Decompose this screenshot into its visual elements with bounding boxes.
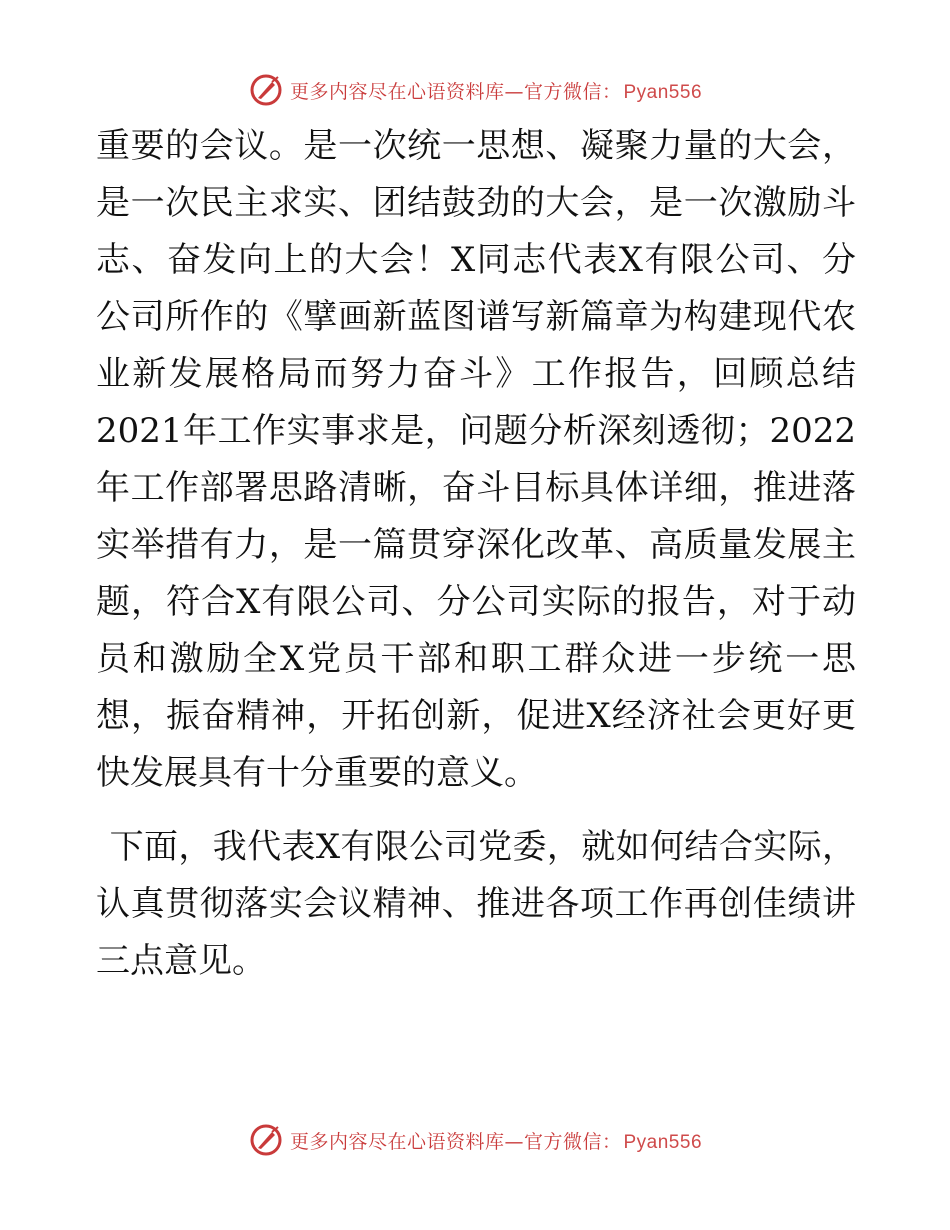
- header-banner: [0, 70, 950, 110]
- footer-banner-text: [290, 1127, 702, 1154]
- document-body: [96, 118, 856, 990]
- footer-banner: [0, 1120, 950, 1160]
- header-banner-text: [290, 77, 702, 104]
- quill-seal-logo-icon: [248, 72, 284, 108]
- body-paragraph-2: 下面，我代表X有限公司党委，就如何结合实际，认真贯彻落实会议精神、推进各项工作再创佳绩讲三点意见。: [96, 827, 856, 981]
- quill-seal-logo-icon: [248, 1122, 284, 1158]
- header-wechat-label: 官方微信：: [523, 80, 622, 103]
- header-wechat-id: Pyan556: [623, 81, 703, 103]
- footer-wechat-label: 官方微信：: [523, 1130, 622, 1153]
- body-paragraph-1: 重要的会议。是一次统一思想、凝聚力量的大会，是一次民主求实、团结鼓劲的大会，是一次激励斗志、奋发向上的大会！X同志代表X有限公司、分公司所作的《擘画新蓝图谱写新篇章为构建现代农业新发展格局而努力奋斗》工作报告，回顾总结2021年工作实事求是，问题分析深刻透彻；2022年工作部署思路清晰，奋斗目标具体详细，推进落实举措有力，是一篇贯穿深化改革、高质量发展主题，符合X有限公司、分公司实际的报告，对于动员和激励全X党员干部和职工群众进一步统一思想，振奋精神，开拓创新，促进X经济社会更好更快发展具有十分重要的意义。: [96, 126, 856, 793]
- footer-wechat-id: Pyan556: [623, 1131, 703, 1153]
- footer-library-name: 更多内容尽在心语资料库: [289, 1130, 505, 1153]
- header-separator: —: [504, 80, 524, 103]
- header-library-name: 更多内容尽在心语资料库: [289, 80, 505, 103]
- footer-separator: —: [504, 1130, 524, 1153]
